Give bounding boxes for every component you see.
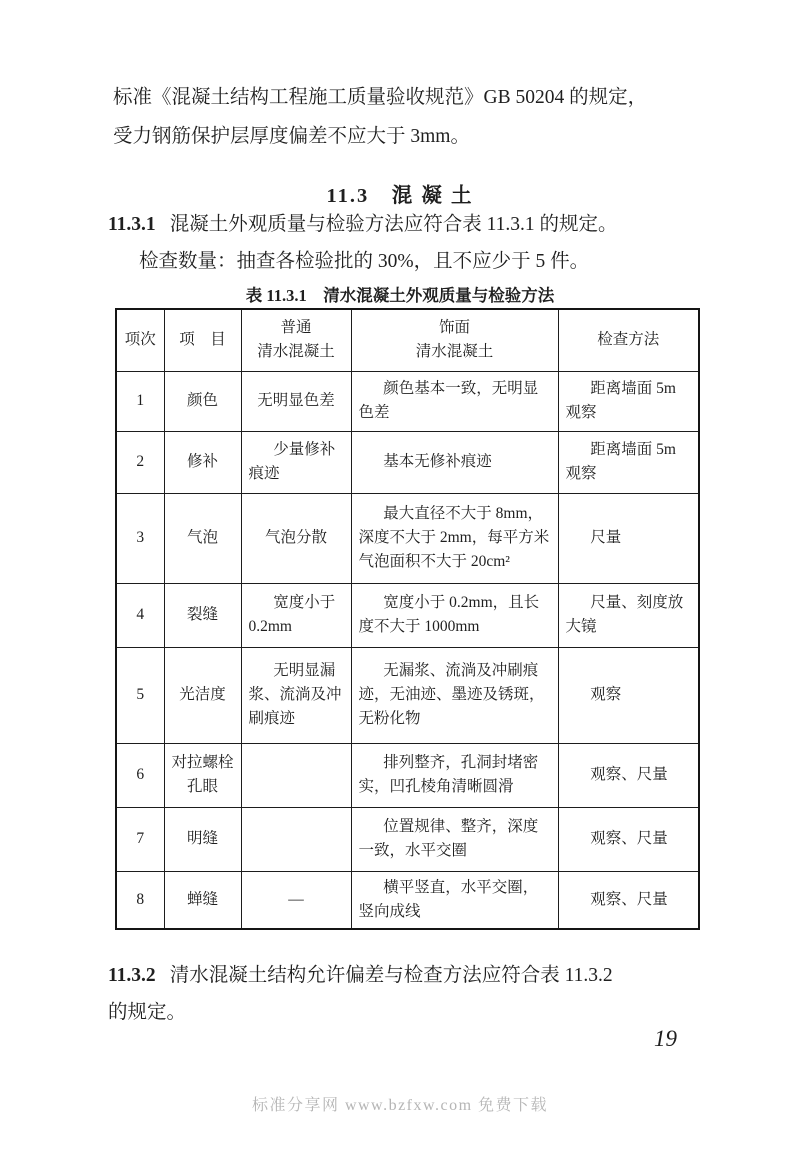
cell-ordinary: 气泡分散	[241, 493, 351, 583]
header-method: 检查方法	[558, 309, 699, 371]
cell-ordinary	[241, 743, 351, 807]
cell-num: 6	[116, 743, 164, 807]
cell-method: 观察、尺量	[558, 807, 699, 871]
cell-decorative: 最大直径不大于 8mm，深度不大于 2mm，每平方米气泡面积不大于 20cm²	[351, 493, 558, 583]
table-row	[116, 583, 699, 647]
clause-11-3-2-text-cont: 的规定。	[108, 1002, 187, 1023]
cell-decorative: 宽度小于 0.2mm，且长度不大于 1000mm	[351, 583, 558, 647]
cell-method: 距离墙面 5m 观察	[558, 431, 699, 493]
table-row	[116, 807, 699, 871]
table-row	[116, 431, 699, 493]
header-ordinary: 普通 清水混凝土	[241, 309, 351, 371]
table-row	[116, 371, 699, 431]
table-row	[116, 871, 699, 929]
cell-item: 气泡	[164, 493, 241, 583]
table-row	[116, 647, 699, 743]
cell-num: 1	[116, 371, 164, 431]
cell-decorative: 位置规律、整齐，深度一致，水平交圈	[351, 807, 558, 871]
cell-method: 尺量	[558, 493, 699, 583]
intro-paragraph	[113, 78, 697, 156]
cell-decorative: 基本无修补痕迹	[351, 431, 558, 493]
clause-11-3-2-text: 清水混凝土结构允许偏差与检查方法应符合表 11.3.2	[169, 965, 613, 986]
cell-item: 裂缝	[164, 583, 241, 647]
watermark-text: 标准分享网 www.bzfxw.com 免费下载	[251, 1097, 549, 1114]
cell-item: 修补	[164, 431, 241, 493]
cell-ordinary: —	[241, 871, 351, 929]
table-row	[116, 493, 699, 583]
cell-decorative: 排列整齐，孔洞封堵密实，凹孔棱角清晰圆滑	[351, 743, 558, 807]
cell-num: 7	[116, 807, 164, 871]
table-title: 表 11.3.1 清水混凝土外观质量与检验方法	[245, 286, 555, 305]
cell-num: 5	[116, 647, 164, 743]
header-item: 项 目	[164, 309, 241, 371]
cell-ordinary: 少量修补痕迹	[241, 431, 351, 493]
cell-method: 观察、尺量	[558, 871, 699, 929]
header-decorative: 饰面 清水混凝土	[351, 309, 558, 371]
cell-num: 3	[116, 493, 164, 583]
table-row	[116, 743, 699, 807]
cell-ordinary: 无明显漏浆、流淌及冲刷痕迹	[241, 647, 351, 743]
cell-ordinary	[241, 807, 351, 871]
header-item-no: 项次	[116, 309, 164, 371]
clause-11-3-2	[108, 957, 704, 1031]
cell-item: 对拉螺栓孔眼	[164, 743, 241, 807]
clause-11-3-1-text: 混凝土外观质量与检验方法应符合表 11.3.1 的规定。	[169, 214, 618, 235]
table-header-row	[116, 309, 699, 371]
cell-num: 4	[116, 583, 164, 647]
page-number: 19	[654, 1026, 677, 1051]
cell-ordinary: 无明显色差	[241, 371, 351, 431]
section-heading: 11.3 混 凝 土	[326, 185, 474, 207]
clause-11-3-1	[108, 206, 704, 280]
clause-11-3-1-quantity: 检查数量：抽查各检验批的 30%，且不应少于 5 件。	[139, 251, 590, 272]
cell-item: 明缝	[164, 807, 241, 871]
cell-item: 光洁度	[164, 647, 241, 743]
intro-line-2: 受力钢筋保护层厚度偏差不应大于 3mm。	[113, 126, 470, 147]
spec-table	[115, 308, 700, 930]
cell-num: 2	[116, 431, 164, 493]
intro-line-1: 标准《混凝土结构工程施工质量验收规范》GB 50204 的规定，	[113, 87, 648, 108]
cell-method: 观察	[558, 647, 699, 743]
cell-item: 蝉缝	[164, 871, 241, 929]
clause-11-3-2-number: 11.3.2	[108, 965, 156, 986]
cell-decorative: 无漏浆、流淌及冲刷痕迹，无油迹、墨迹及锈斑，无粉化物	[351, 647, 558, 743]
cell-method: 观察、尺量	[558, 743, 699, 807]
cell-item: 颜色	[164, 371, 241, 431]
cell-method: 距离墙面 5m 观察	[558, 371, 699, 431]
clause-11-3-1-number: 11.3.1	[108, 214, 156, 235]
cell-decorative: 横平竖直，水平交圈，竖向成线	[351, 871, 558, 929]
cell-method: 尺量、刻度放大镜	[558, 583, 699, 647]
cell-decorative: 颜色基本一致，无明显色差	[351, 371, 558, 431]
cell-ordinary: 宽度小于 0.2mm	[241, 583, 351, 647]
cell-num: 8	[116, 871, 164, 929]
